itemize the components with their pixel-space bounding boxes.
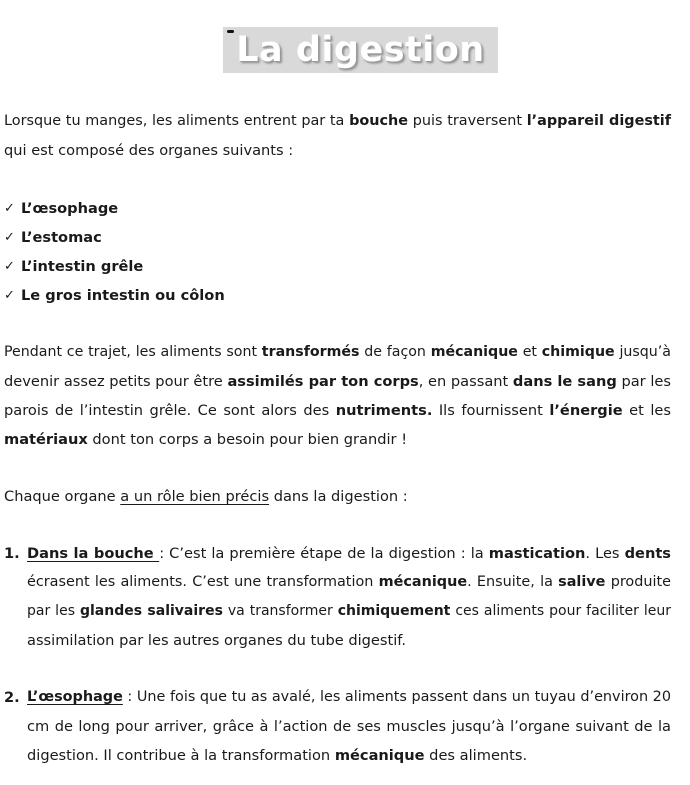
paragraph-line <box>4 482 671 511</box>
text: par les <box>27 603 80 619</box>
step-1 <box>4 539 671 655</box>
paragraph-line <box>27 568 671 597</box>
underlined-text: a un rôle bien précis <box>120 488 270 505</box>
paragraph-line <box>27 539 671 568</box>
organ-name: L’œsophage <box>21 200 119 217</box>
step-heading: L’œsophage <box>27 689 123 705</box>
roles-sentence <box>4 482 671 511</box>
check-icon: ✓ <box>4 230 15 245</box>
paragraph-line <box>4 396 671 425</box>
text: de façon <box>359 344 431 360</box>
title-mark <box>227 30 234 33</box>
organ-name: L’intestin grêle <box>21 258 144 275</box>
bold-text: mécanique <box>334 747 425 764</box>
intro-paragraph <box>4 107 671 165</box>
bold-text: transformés <box>261 344 360 360</box>
bold-text: chimique <box>541 344 615 360</box>
list-item <box>4 252 225 281</box>
text: digestion. Il contribue à la transformation <box>27 747 335 764</box>
step-number: 2. <box>4 689 20 706</box>
text: parois de l’intestin grêle. Ce sont alors des <box>4 402 336 419</box>
text: va transformer <box>222 603 338 619</box>
text: : Une fois que tu as avalé, les aliments passent dans un tuyau d’environ 20 <box>122 689 671 705</box>
step-number: 1. <box>4 545 20 562</box>
paragraph-line <box>27 683 671 712</box>
text: : C’est la première étape de la digestion : la <box>159 545 489 562</box>
text: écrasent les aliments. C’est une transformation <box>27 574 379 590</box>
step-heading: Dans la bouche <box>27 545 160 562</box>
text: Ils fournissent <box>432 402 550 419</box>
paragraph-line: cm de long pour arriver, grâce à l’action de ses muscles jusqu’à l’organe suivant de la <box>27 718 671 735</box>
organ-name: Le gros intestin ou côlon <box>21 287 225 304</box>
transform-paragraph <box>4 338 671 454</box>
bold-text: bouche <box>349 113 409 129</box>
bold-text: mécanique <box>430 344 518 360</box>
bold-text: l’énergie <box>549 402 623 419</box>
bold-text: assimilés par ton corps <box>227 373 419 390</box>
page-title: La digestion <box>236 30 485 70</box>
text: ces aliments pour faciliter leur <box>450 603 672 619</box>
text: produite <box>605 574 671 590</box>
list-item <box>4 281 225 310</box>
paragraph-line: assimilation par les autres organes du tube digestif. <box>27 632 407 649</box>
bold-text: dents <box>624 545 671 562</box>
text: Chaque organe <box>4 488 121 505</box>
intro-line-1 <box>4 107 671 136</box>
bold-text: glandes salivaires <box>79 603 223 619</box>
bold-text: matériaux <box>4 431 88 448</box>
paragraph-line <box>4 367 671 396</box>
check-icon: ✓ <box>4 201 15 216</box>
paragraph-line <box>4 425 671 454</box>
paragraph-line <box>27 597 671 626</box>
bold-text: dans le sang <box>512 373 617 390</box>
text: et les <box>622 402 671 419</box>
organ-list <box>4 194 225 310</box>
bold-text: salive <box>558 574 606 590</box>
text: et <box>517 344 542 360</box>
check-icon: ✓ <box>4 288 15 303</box>
text: . Ensuite, la <box>467 574 559 590</box>
list-item <box>4 223 225 252</box>
text: dans la digestion : <box>269 488 408 505</box>
text: , en passant <box>418 373 513 390</box>
text: Pendant ce trajet, les aliments sont <box>4 344 262 360</box>
text: des aliments. <box>424 747 528 764</box>
paragraph-line <box>4 338 671 367</box>
text: par les <box>616 373 671 390</box>
bold-text: mécanique <box>378 574 468 590</box>
bold-text: nutriments. <box>335 402 433 419</box>
text: jusqu’à <box>614 344 671 360</box>
text: devenir assez petits pour être <box>4 373 228 390</box>
bold-text: chimiquement <box>337 603 451 619</box>
intro-line-2: qui est composé des organes suivants : <box>4 142 294 159</box>
title-banner <box>223 27 498 73</box>
check-icon: ✓ <box>4 259 15 274</box>
list-item <box>4 194 225 223</box>
bold-text: mastication <box>488 545 586 562</box>
text: Lorsque tu manges, les aliments entrent par ta <box>4 113 350 129</box>
text: puis traversent <box>408 113 527 129</box>
bold-text: l’appareil digestif <box>526 113 671 129</box>
step-2 <box>4 683 671 770</box>
organ-name: L’estomac <box>21 229 102 246</box>
text: . Les <box>585 545 625 562</box>
paragraph-line <box>27 741 671 770</box>
text: dont ton corps a besoin pour bien grandir ! <box>87 431 408 448</box>
